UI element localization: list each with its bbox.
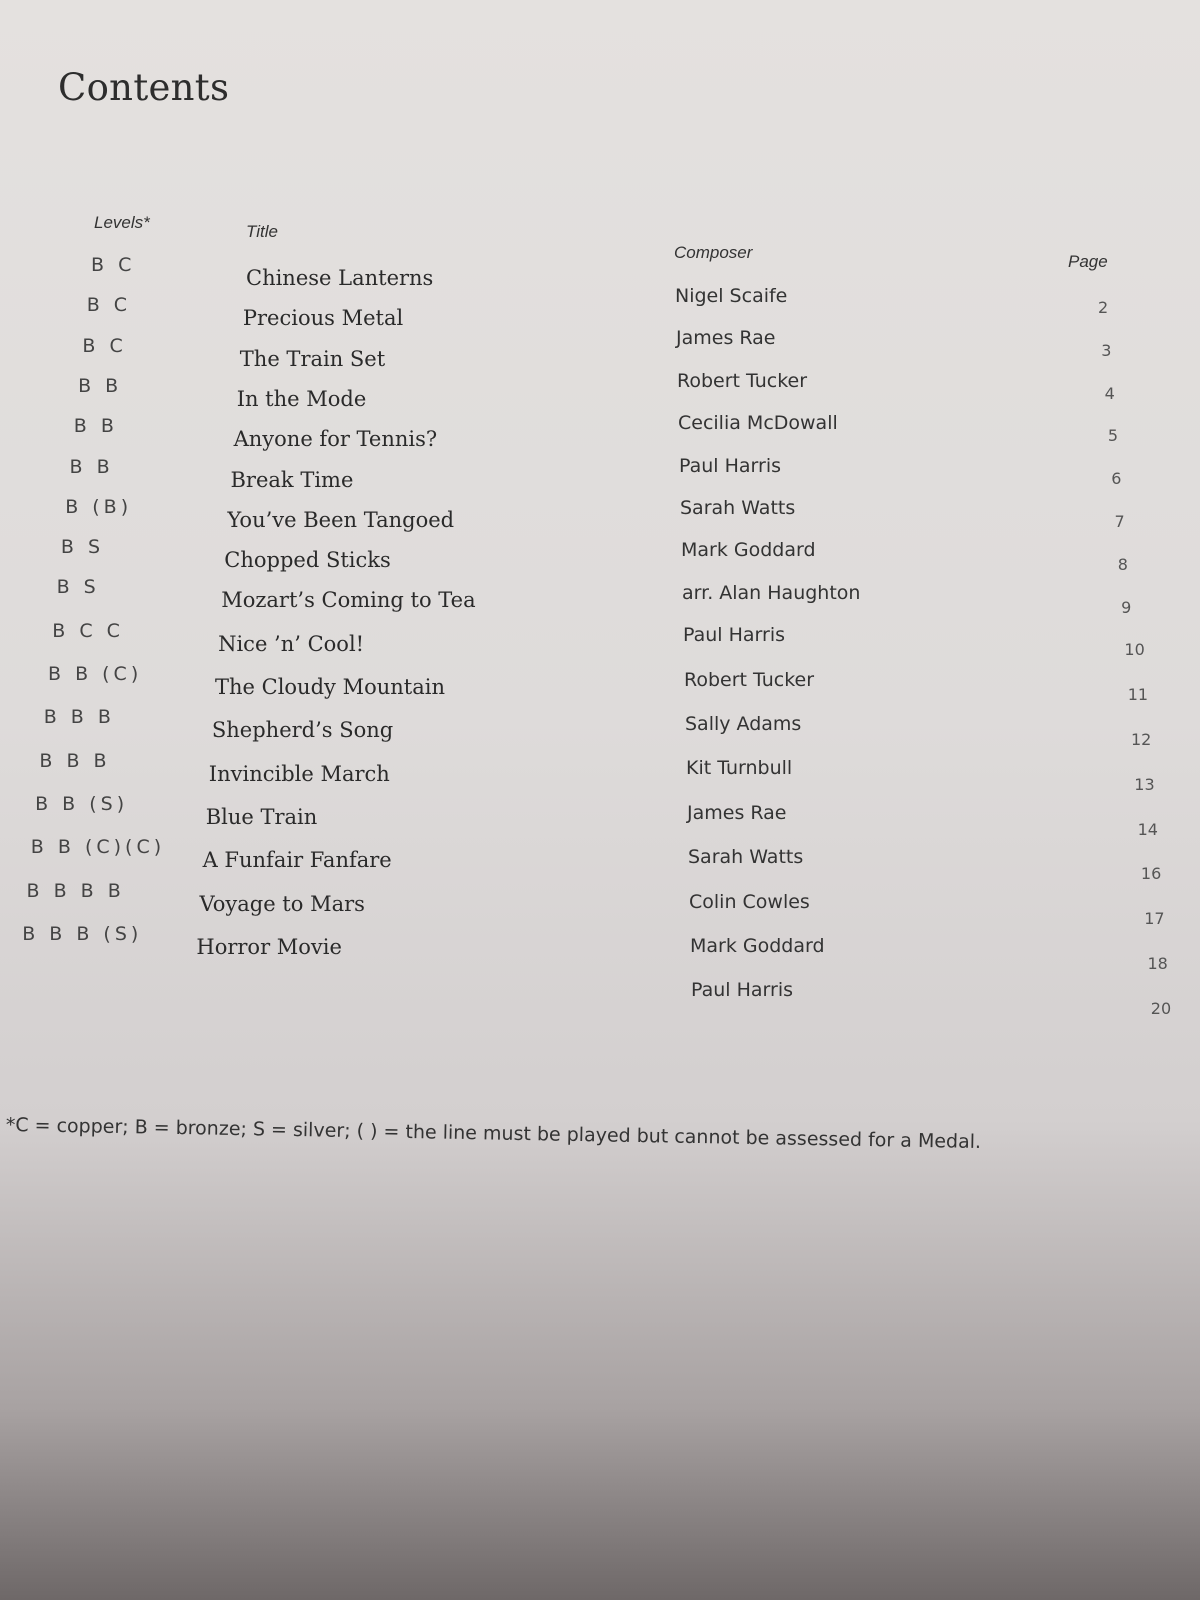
row-page: 5 (1107, 426, 1119, 446)
row-levels: B B (78, 374, 123, 397)
header-composer: Composer (674, 243, 753, 262)
row-composer: Paul Harris (679, 454, 782, 477)
row-composer: James Rae (676, 327, 776, 350)
row-composer: Mark Goddard (690, 935, 825, 957)
row-composer: Sarah Watts (680, 497, 796, 519)
row-composer: Paul Harris (683, 624, 786, 647)
row-composer: Cecilia McDowall (678, 412, 838, 435)
row-title: Nice ’n’ Cool! (218, 631, 365, 656)
row-composer: Nigel Scaife (675, 285, 788, 307)
row-composer: Mark Goddard (681, 539, 816, 562)
row-title: Anyone for Tennis? (233, 427, 438, 452)
row-composer: Kit Turnbull (686, 757, 793, 780)
row-levels: B C (82, 334, 127, 357)
row-composer: Sarah Watts (688, 846, 804, 869)
row-page: 3 (1101, 340, 1112, 360)
row-title: Chinese Lanterns (246, 266, 434, 290)
row-page: 4 (1104, 383, 1115, 403)
row-title: Horror Movie (196, 934, 342, 959)
header-levels: Levels* (94, 213, 150, 232)
row-levels: B C C (52, 619, 124, 642)
row-composer: Colin Cowles (689, 890, 810, 913)
row-page: 14 (1137, 819, 1158, 839)
row-title: In the Mode (236, 386, 367, 411)
row-title: Voyage to Mars (199, 891, 365, 916)
row-title: Break Time (230, 467, 354, 492)
row-page: 13 (1134, 774, 1155, 794)
row-levels: B B (69, 455, 114, 478)
row-levels: B B B (S) (22, 922, 143, 945)
row-levels: B (B) (65, 495, 133, 518)
row-page: 2 (1098, 298, 1109, 317)
row-levels: B B B (43, 706, 115, 729)
row-composer: Paul Harris (691, 979, 794, 1002)
row-page: 18 (1147, 954, 1168, 973)
row-composer: Robert Tucker (684, 668, 815, 691)
row-composer: Robert Tucker (677, 369, 808, 392)
row-levels: B S (56, 576, 100, 599)
row-levels: B B B (39, 749, 111, 772)
row-page: 12 (1131, 730, 1152, 749)
row-composer: arr. Alan Haughton (682, 581, 861, 604)
row-title: A Funfair Fanfare (202, 848, 392, 873)
row-composer: Sally Adams (685, 713, 802, 735)
row-title: You’ve Been Tangoed (227, 507, 455, 532)
row-title: Invincible March (208, 761, 390, 786)
row-title: Shepherd’s Song (211, 718, 394, 743)
row-levels: B C (91, 254, 136, 276)
row-page: 6 (1111, 469, 1122, 489)
row-page: 10 (1124, 640, 1145, 660)
row-page: 7 (1114, 512, 1125, 531)
row-composer: James Rae (687, 801, 787, 824)
page-title: Contents (58, 66, 230, 109)
row-levels: B B (C)(C) (30, 836, 166, 859)
row-levels: B B B B (26, 879, 125, 902)
row-title: Chopped Sticks (224, 548, 391, 573)
row-page: 11 (1127, 685, 1149, 705)
row-levels: B S (60, 536, 105, 559)
row-levels: B B (C) (48, 663, 143, 685)
row-page: 17 (1144, 909, 1165, 929)
row-levels: B B (S) (35, 792, 129, 815)
footnote: *C = copper; B = bronze; S = silver; ( ) = the line must be played but cannot be assessed for a Medal. (5, 1114, 982, 1154)
row-page: 9 (1121, 597, 1132, 617)
row-title: The Train Set (239, 346, 386, 371)
row-title: The Cloudy Mountain (215, 675, 445, 699)
header-title: Title (246, 222, 278, 241)
header-page: Page (1068, 252, 1108, 271)
row-title: Blue Train (205, 804, 318, 829)
row-page: 8 (1117, 554, 1128, 574)
row-levels: B C (86, 294, 132, 317)
row-title: Precious Metal (242, 306, 404, 331)
row-page: 20 (1150, 998, 1172, 1018)
row-page: 16 (1140, 864, 1162, 884)
row-title: Mozart’s Coming to Tea (221, 588, 476, 613)
row-levels: B B (73, 415, 118, 438)
